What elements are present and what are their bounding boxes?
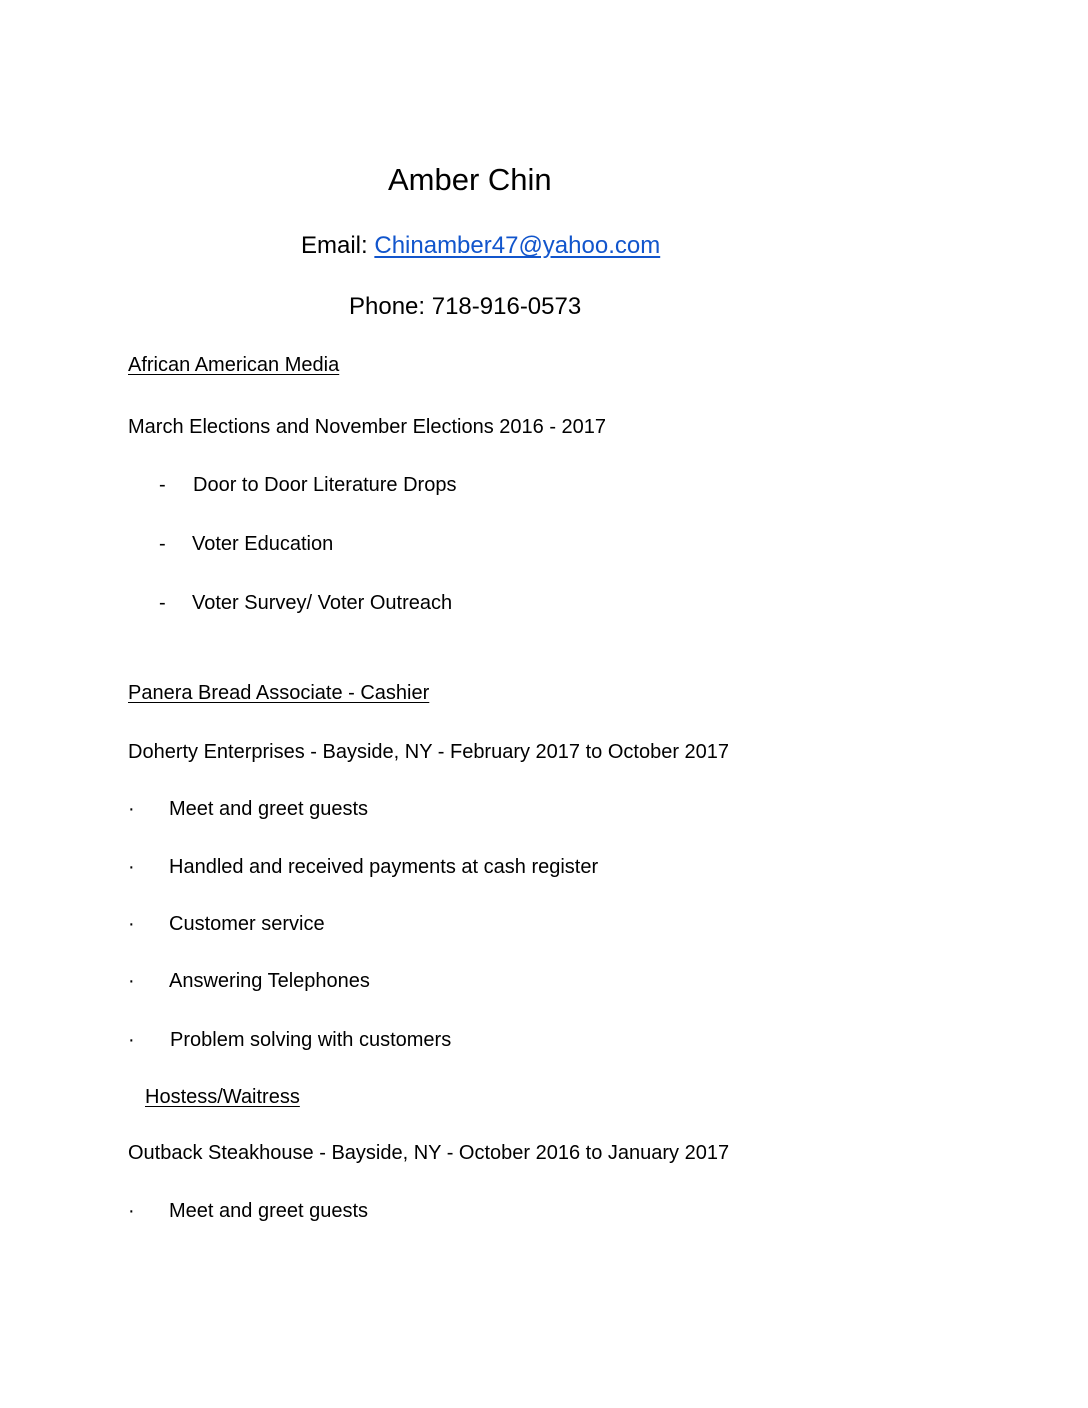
list-item: Voter Education	[192, 533, 334, 555]
section-title-african-american-media: African American Media	[128, 354, 340, 376]
email-line	[301, 234, 660, 258]
dash-bullet: -	[159, 592, 166, 614]
dot-bullet: ·	[128, 913, 135, 935]
dash-bullet: -	[159, 474, 166, 496]
section-title-panera-bread: Panera Bread Associate - Cashier	[128, 682, 430, 704]
dot-bullet: ·	[128, 1200, 135, 1222]
resume-name: Amber Chin	[388, 162, 552, 197]
email-link[interactable]: Chinamber47@yahoo.com	[374, 232, 661, 259]
dash-bullet: -	[159, 533, 166, 555]
dot-bullet: ·	[128, 970, 135, 992]
list-item: Meet and greet guests	[169, 798, 369, 820]
list-item: Customer service	[169, 913, 325, 935]
section-title-hostess-waitress: Hostess/Waitress	[145, 1086, 300, 1108]
list-item: Voter Survey/ Voter Outreach	[192, 592, 453, 614]
section-subtitle: March Elections and November Elections 2016 - 2017	[128, 416, 607, 438]
dot-bullet: ·	[128, 798, 135, 820]
list-item: Answering Telephones	[169, 970, 370, 992]
section-subtitle: Doherty Enterprises - Bayside, NY - February 2017 to October 2017	[128, 741, 730, 763]
email-label: Email:	[301, 232, 375, 259]
phone-line: Phone: 718-916-0573	[349, 293, 582, 320]
dot-bullet: ·	[128, 1029, 135, 1051]
list-item: Meet and greet guests	[169, 1200, 369, 1222]
list-item: Problem solving with customers	[170, 1029, 452, 1051]
list-item: Door to Door Literature Drops	[193, 474, 457, 496]
list-item: Handled and received payments at cash register	[169, 856, 599, 878]
section-subtitle: Outback Steakhouse - Bayside, NY - October 2016 to January 2017	[128, 1142, 730, 1164]
dot-bullet: ·	[128, 856, 135, 878]
